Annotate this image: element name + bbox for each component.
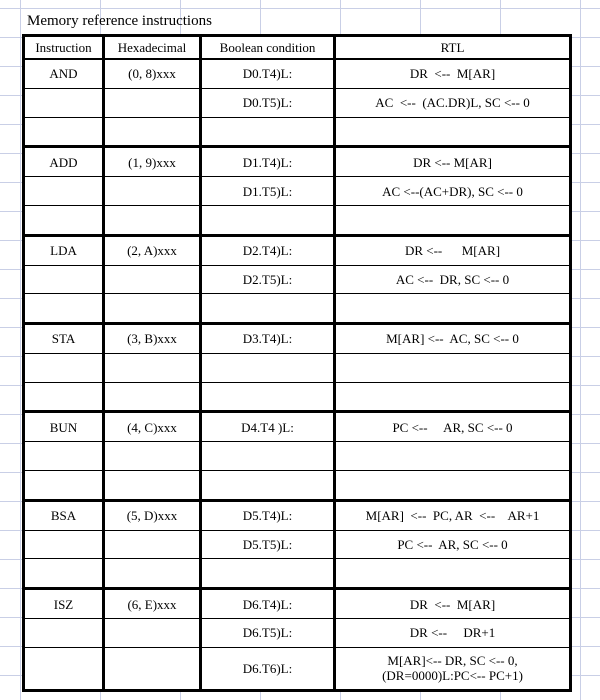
condition-cell (201, 117, 335, 147)
hex-cell: (6, E)xxx (104, 589, 201, 619)
hex-cell (104, 265, 201, 294)
rtl-cell (335, 559, 571, 589)
instruction-cell (24, 117, 104, 147)
instruction-cell (24, 618, 104, 647)
rtl-cell (335, 470, 571, 500)
rtl-cell (335, 205, 571, 235)
condition-cell (201, 470, 335, 500)
condition-cell (201, 353, 335, 382)
rtl-cell (335, 117, 571, 147)
rtl-cell: PC <-- AR, SC <-- 0 (335, 412, 571, 442)
condition-cell: D0.T5)L: (201, 88, 335, 117)
instruction-cell (24, 265, 104, 294)
header-rtl: RTL (335, 36, 571, 60)
table-row (24, 235, 571, 265)
table-row (24, 382, 571, 412)
table-row (24, 647, 571, 690)
condition-cell: D1.T5)L: (201, 177, 335, 206)
header-row (24, 36, 571, 60)
condition-cell (201, 205, 335, 235)
condition-cell (201, 382, 335, 412)
condition-cell: D5.T5)L: (201, 530, 335, 559)
instruction-cell: BUN (24, 412, 104, 442)
condition-cell (201, 294, 335, 324)
condition-cell (201, 559, 335, 589)
condition-cell: D6.T5)L: (201, 618, 335, 647)
rtl-cell: DR <-- M[AR] (335, 147, 571, 177)
condition-cell: D1.T4)L: (201, 147, 335, 177)
instruction-cell (24, 88, 104, 117)
table-row (24, 470, 571, 500)
instruction-cell: AND (24, 59, 104, 88)
hex-cell: (3, B)xxx (104, 324, 201, 354)
hex-cell (104, 294, 201, 324)
instruction-cell: ISZ (24, 589, 104, 619)
hex-cell: (4, C)xxx (104, 412, 201, 442)
rtl-cell (335, 294, 571, 324)
table-row (24, 353, 571, 382)
header-boolean-condition: Boolean condition (201, 36, 335, 60)
hex-cell (104, 559, 201, 589)
hex-cell (104, 647, 201, 690)
hex-cell (104, 88, 201, 117)
rtl-cell: M[AR] <-- AC, SC <-- 0 (335, 324, 571, 354)
condition-cell: D5.T4)L: (201, 500, 335, 530)
table-row (24, 205, 571, 235)
sheet-title: Memory reference instructions (27, 13, 212, 29)
table-row (24, 412, 571, 442)
table-row (24, 559, 571, 589)
instruction-cell (24, 353, 104, 382)
rtl-cell: AC <-- (AC.DR)L, SC <-- 0 (335, 88, 571, 117)
instruction-cell (24, 382, 104, 412)
table-row (24, 442, 571, 471)
instruction-cell (24, 294, 104, 324)
rtl-cell: DR <-- M[AR] (335, 589, 571, 619)
rtl-cell (335, 353, 571, 382)
condition-cell: D3.T4)L: (201, 324, 335, 354)
condition-cell: D6.T6)L: (201, 647, 335, 690)
memory-reference-table (22, 34, 572, 692)
hex-cell (104, 530, 201, 559)
table-row (24, 177, 571, 206)
table-row (24, 265, 571, 294)
hex-cell: (5, D)xxx (104, 500, 201, 530)
rtl-cell (335, 442, 571, 471)
hex-cell: (1, 9)xxx (104, 147, 201, 177)
rtl-cell: AC <-- DR, SC <-- 0 (335, 265, 571, 294)
rtl-cell: DR <-- M[AR] (335, 235, 571, 265)
condition-cell: D4.T4 )L: (201, 412, 335, 442)
instruction-cell: BSA (24, 500, 104, 530)
hex-cell (104, 205, 201, 235)
instruction-cell (24, 647, 104, 690)
table-row (24, 530, 571, 559)
instruction-cell (24, 205, 104, 235)
hex-cell (104, 117, 201, 147)
rtl-cell (335, 382, 571, 412)
condition-cell: D0.T4)L: (201, 59, 335, 88)
hex-cell (104, 470, 201, 500)
table-row (24, 294, 571, 324)
rtl-cell: DR <-- M[AR] (335, 59, 571, 88)
hex-cell (104, 353, 201, 382)
condition-cell: D2.T4)L: (201, 235, 335, 265)
table-row (24, 324, 571, 354)
hex-cell (104, 177, 201, 206)
hex-cell (104, 442, 201, 471)
table-row (24, 500, 571, 530)
instruction-cell: ADD (24, 147, 104, 177)
instruction-cell (24, 559, 104, 589)
table-row (24, 147, 571, 177)
rtl-cell: AC <--(AC+DR), SC <-- 0 (335, 177, 571, 206)
header-instruction: Instruction (24, 36, 104, 60)
header-hexadecimal: Hexadecimal (104, 36, 201, 60)
condition-cell: D2.T5)L: (201, 265, 335, 294)
instruction-cell (24, 177, 104, 206)
hex-cell: (0, 8)xxx (104, 59, 201, 88)
table-row (24, 59, 571, 88)
rtl-cell: DR <-- DR+1 (335, 618, 571, 647)
hex-cell (104, 382, 201, 412)
rtl-cell: PC <-- AR, SC <-- 0 (335, 530, 571, 559)
instruction-cell: STA (24, 324, 104, 354)
table-row (24, 88, 571, 117)
hex-cell: (2, A)xxx (104, 235, 201, 265)
rtl-cell: M[AR] <-- PC, AR <-- AR+1 (335, 500, 571, 530)
instruction-cell (24, 530, 104, 559)
condition-cell: D6.T4)L: (201, 589, 335, 619)
hex-cell (104, 618, 201, 647)
instruction-cell (24, 442, 104, 471)
instruction-cell (24, 470, 104, 500)
table-row (24, 618, 571, 647)
instruction-cell: LDA (24, 235, 104, 265)
table-row (24, 117, 571, 147)
table-row (24, 589, 571, 619)
rtl-cell: M[AR]<-- DR, SC <-- 0, (DR=0000)L:PC<-- PC+1) (335, 647, 571, 690)
condition-cell (201, 442, 335, 471)
